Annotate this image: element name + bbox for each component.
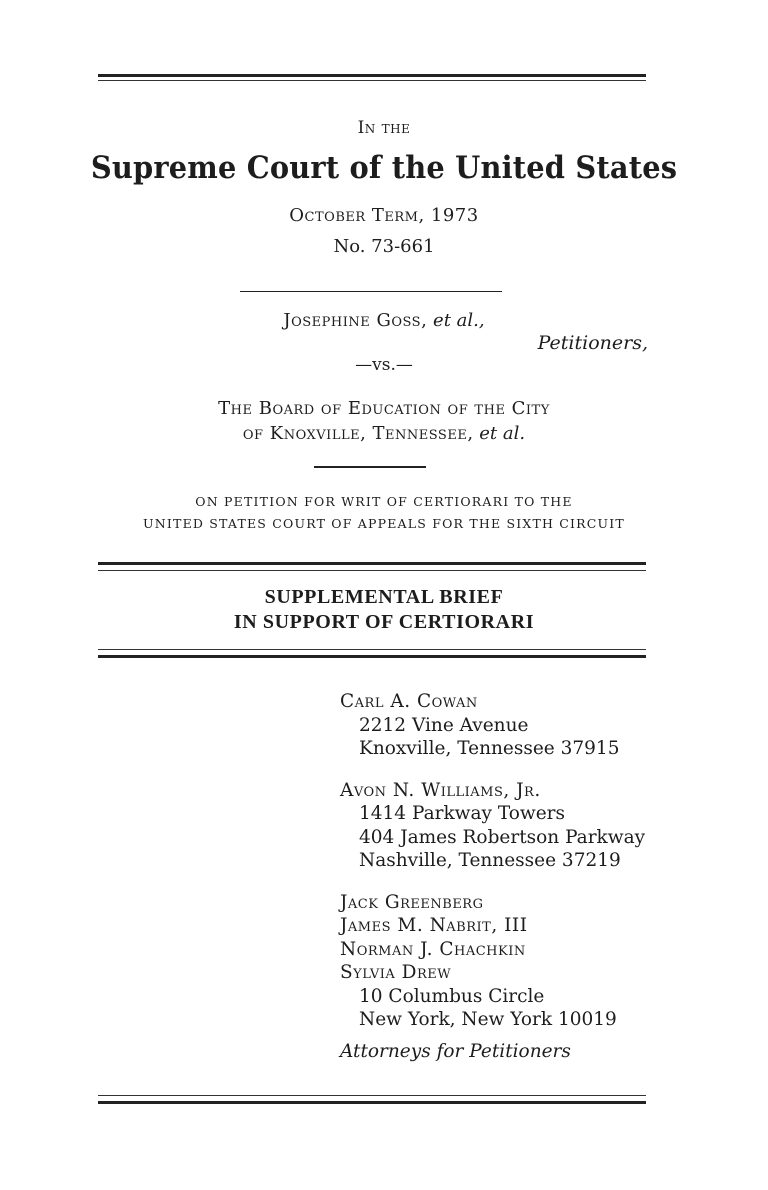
petitioner-line: [0, 310, 768, 331]
counsel-address: 10 Columbus Circle: [359, 985, 545, 1007]
brief-title-line-2: IN SUPPORT OF CERTIORARI: [233, 611, 535, 633]
versus: —vs.—: [355, 355, 413, 375]
petition-line-2: UNITED STATES COURT OF APPEALS FOR THE SIXTH CIRCUIT: [143, 516, 625, 531]
counsel-block: [340, 690, 645, 1063]
respondent-etal: et al.: [479, 423, 526, 444]
brief-title-line-1: SUPPLEMENTAL BRIEF: [264, 586, 504, 608]
counsel-address: New York, New York 10019: [359, 1009, 617, 1030]
respondent-name: of Knoxville, Tennessee,: [242, 423, 474, 444]
counsel-name: Carl A. Cowan: [340, 691, 478, 712]
petition-line-1: ON PETITION FOR WRIT OF CERTIORARI TO THE: [195, 494, 573, 509]
attorneys-role: Attorneys for Petitioners: [340, 1040, 571, 1062]
petitioners-role: Petitioners,: [537, 332, 648, 354]
counsel-address: Knoxville, Tennessee 37915: [359, 738, 620, 759]
bottom-double-rule: [98, 1095, 646, 1104]
respondent-line-2: [0, 423, 768, 444]
counsel-name: Norman J. Chachkin: [340, 938, 526, 960]
respondent-line-1: The Board of Education of the City: [218, 398, 550, 419]
petitioner-etal: et al.,: [433, 310, 485, 331]
counsel-name: Avon N. Williams, Jr.: [340, 779, 541, 801]
brief-bottom-rule: [98, 649, 646, 658]
petitioner-name: Josephine Goss,: [283, 310, 428, 331]
counsel-address: Nashville, Tennessee 37219: [359, 850, 621, 871]
counsel-name: Sylvia Drew: [340, 962, 452, 983]
divider-rule-short: [314, 466, 426, 468]
brief-top-rule: [98, 562, 646, 571]
top-double-rule: [98, 74, 646, 81]
in-the-heading: In the: [357, 118, 411, 138]
counsel-name: Jack Greenberg: [340, 891, 484, 913]
counsel-address: 2212 Vine Avenue: [359, 714, 529, 736]
counsel-address: 1414 Parkway Towers: [359, 803, 566, 824]
docket-number: No. 73-661: [333, 236, 435, 257]
term-line: October Term, 1973: [289, 205, 479, 226]
divider-rule: [240, 291, 502, 292]
court-name: Supreme Court of the United States: [90, 150, 678, 186]
counsel-name: James M. Nabrit, III: [340, 915, 528, 936]
counsel-address: 404 James Robertson Parkway: [359, 826, 646, 848]
